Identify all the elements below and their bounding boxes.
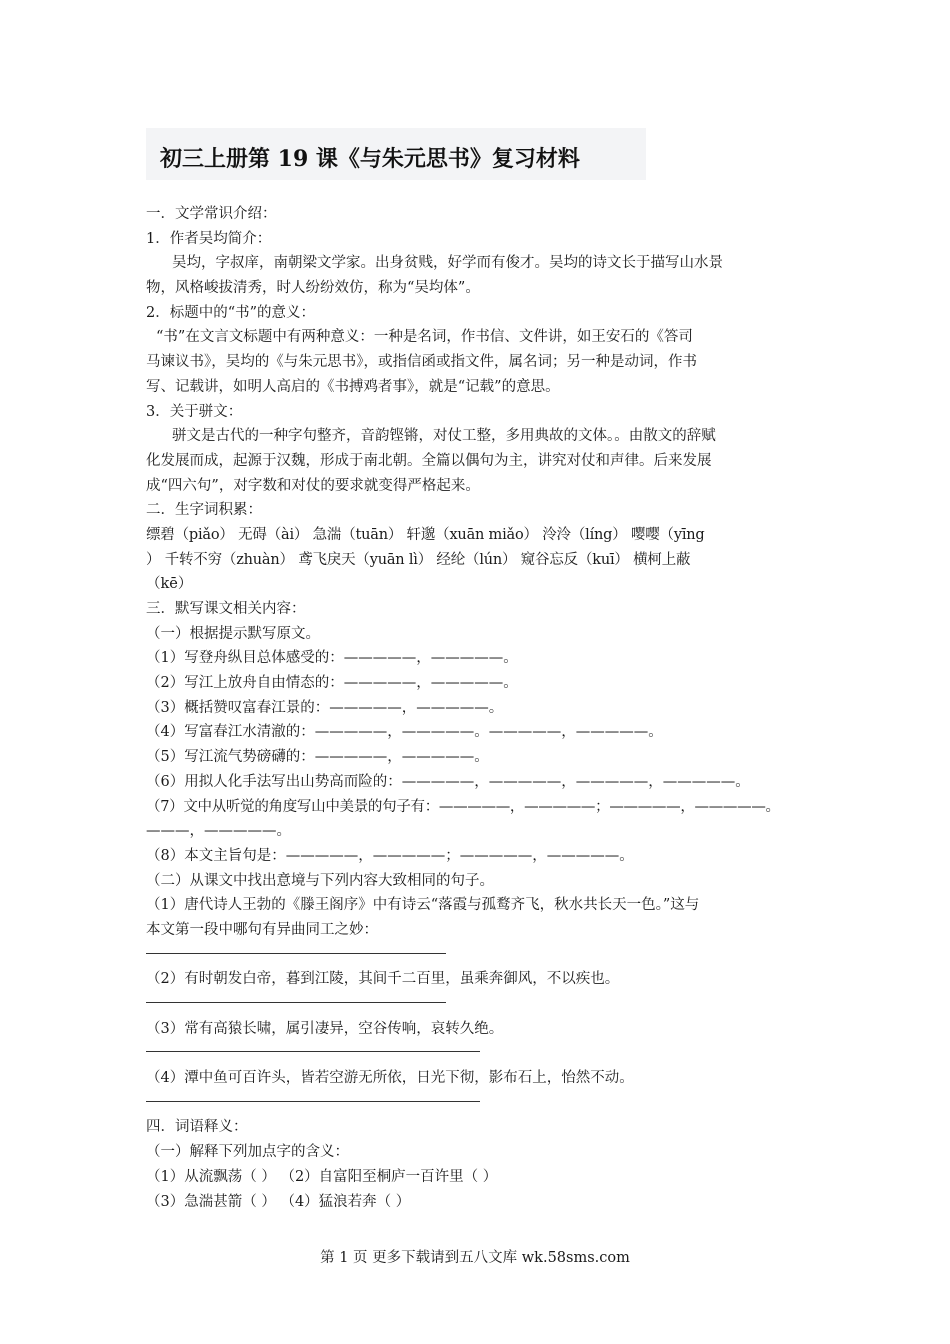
question-line: （2）写江上放舟自由情态的：—————，—————。: [146, 675, 518, 692]
paragraph-line: 写、记载讲，如明人高启的《书搏鸡者事》，就是“记载”的意思。: [146, 378, 560, 395]
vocab-line: （kē）: [146, 576, 193, 593]
question-line: （一）解释下列加点字的含义：: [146, 1144, 349, 1161]
document-body: [146, 202, 814, 1214]
paragraph-line: 吴均，字叔庠，南朝梁文学家。出身贫贱，好学而有俊才。吴均的诗文长于描写山水景: [172, 255, 723, 272]
paragraph-line: “书”在文言文标题中有两种意义：一种是名词，作书信、文件讲，如王安石的《答司: [156, 329, 693, 346]
question-line: （3）概括赞叹富春江景的：—————，—————。: [146, 699, 504, 716]
question-line: （二）从课文中找出意境与下列内容大致相同的句子。: [146, 872, 494, 889]
paragraph-line: 成“四六句”，对字数和对仗的要求就变得严格起来。: [146, 477, 480, 494]
question-line: 本文第一段中哪句有异曲同工之妙：: [146, 921, 378, 938]
subsection-heading: 1．作者吴均简介：: [146, 230, 272, 247]
question-line: （8）本文主旨句是：—————，—————；—————，—————。: [146, 847, 634, 864]
question-line: （4）写富春江水清澈的：—————，—————。—————，—————。: [146, 724, 663, 741]
question-line: ———，—————。: [146, 823, 291, 840]
answer-blank: [146, 1041, 814, 1066]
paragraph-line: 化发展而成，起源于汉魏，形成于南北朝。全篇以偶句为主，讲究对仗和声律。后来发展: [146, 452, 712, 469]
section-heading: 三．默写课文相关内容：: [146, 601, 306, 617]
question-line: （7）文中从听觉的角度写山中美景的句子有：—————，—————；—————，—————。: [146, 798, 780, 815]
paragraph-line: 骈文是古代的一种字句整齐，音韵铿锵，对仗工整，多用典故的文体。。由散文的辞赋: [172, 428, 716, 445]
question-line: （2）有时朝发白帝，暮到江陵，其间千二百里，虽乘奔御风，不以疾也。: [146, 971, 620, 988]
paragraph-line: 马谏议书》，吴均的《与朱元思书》，或指信函或指文件，属名词；另一种是动词，作书: [146, 354, 697, 371]
question-line: （一）根据提示默写原文。: [146, 625, 320, 642]
page-title: 初三上册第 19 课《与朱元思书》复习材料: [160, 146, 580, 172]
question-line: （1）从流飘荡（ ） （2）自富阳至桐庐一百许里（ ）: [146, 1168, 498, 1185]
question-line: （3）急湍甚箭（ ） （4）猛浪若奔（ ）: [146, 1193, 411, 1210]
question-line: （5）写江流气势磅礴的：—————，—————。: [146, 749, 489, 766]
question-line: （1）唐代诗人王勃的《滕王阁序》中有诗云“落霞与孤鹜齐飞，秋水共长天一色。”这与: [146, 897, 700, 914]
question-line: （4）潭中鱼可百许头，皆若空游无所依，日光下彻，影布石上，怡然不动。: [146, 1070, 634, 1087]
subsection-heading: 3．关于骈文：: [146, 403, 243, 420]
question-line: （6）用拟人化手法写出山势高而险的：—————，—————，—————，—————。: [146, 773, 750, 790]
page-footer: 第 1 页 更多下载请到五八文库 wk.58sms.com: [320, 1250, 630, 1266]
section-heading: 二．生字词积累：: [146, 502, 262, 519]
question-line: （1）写登舟纵目总体感受的：—————，—————。: [146, 650, 518, 667]
vocab-line: ） 千转不穷（zhuàn） 鸢飞戾天（yuān lì） 经纶（lún） 窥谷忘反（kuī） 横柯上蔽: [146, 551, 691, 568]
subsection-heading: 2．标题中的“书”的意义：: [146, 304, 316, 321]
answer-blank: [146, 992, 814, 1017]
answer-blank: [146, 943, 814, 968]
question-line: （3）常有高猿长啸，属引凄异，空谷传响，哀转久绝。: [146, 1020, 504, 1037]
answer-blank: [146, 1091, 814, 1116]
vocab-line: 缥碧（piǎo） 无碍（ài） 急湍（tuān） 轩邈（xuān miǎo） 泠泠（líng） 嘤嘤（yīng: [146, 526, 705, 543]
section-heading: 一．文学常识介绍：: [146, 206, 277, 222]
section-heading: 四．词语释义：: [146, 1119, 248, 1136]
paragraph-line: 物，风格峻拔清秀，时人纷纷效仿，称为“吴均体”。: [146, 280, 480, 297]
